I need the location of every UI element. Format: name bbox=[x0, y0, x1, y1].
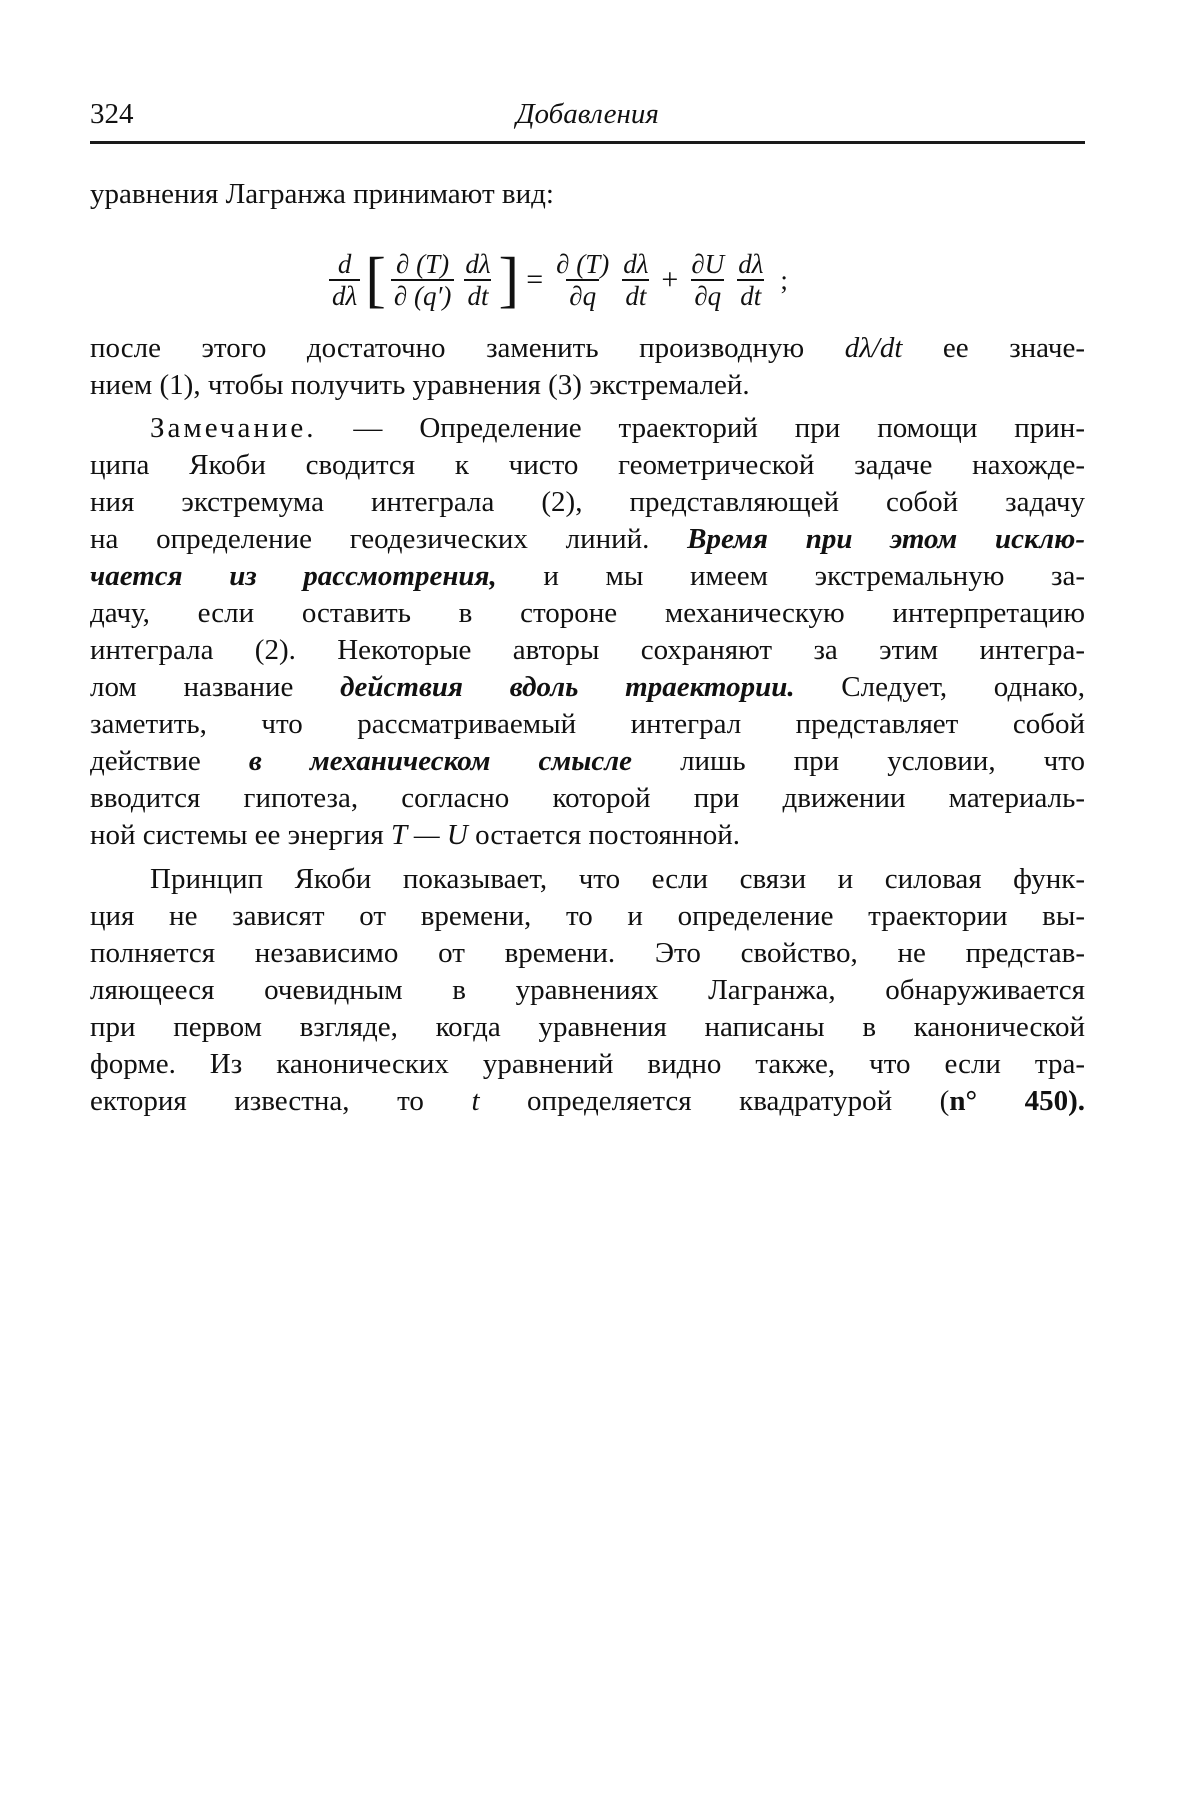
formula-fraction: $\frac{d}{d\lambda}$ bbox=[329, 249, 360, 311]
paragraph-line: дачу, если оставить в стороне механическую интерпретацию bbox=[90, 597, 1085, 629]
paragraph-line: ной системы ее энергия T — U остается постоянной. bbox=[90, 819, 740, 851]
paragraph-line: нием (1), чтобы получить уравнения (3) экстремалей. bbox=[90, 369, 750, 401]
paragraph-line: ния экстремума интеграла (2), представляющей собой задачу bbox=[90, 486, 1085, 518]
formula-fraction: $\frac{\partial (T)}{\partial q}$ bbox=[556, 249, 610, 311]
paragraph-line: интеграла (2). Некоторые авторы сохраняют за этим интегра- bbox=[90, 634, 1085, 666]
paragraph-line: форме. Из канонических уравнений видно также, что если тра- bbox=[90, 1048, 1085, 1080]
paragraph-line: ектория известна, то t определяется квадратурой (n° 450). bbox=[90, 1085, 1086, 1117]
header-rule bbox=[90, 141, 1085, 144]
page-header bbox=[90, 98, 1085, 138]
paragraph-line: чается из рассмотрения, и мы имеем экстремальную за- bbox=[90, 560, 1085, 592]
paragraph-line: Принцип Якоби показывает, что если связи и силовая функ- bbox=[150, 863, 1085, 895]
paragraph-line: полняется независимо от времени. Это свойство, не представ- bbox=[90, 937, 1085, 969]
paragraph-line: ципа Якоби сводится к чисто геометрической задаче нахожде- bbox=[90, 449, 1085, 481]
formula-fraction: $\frac{d\lambda}{dt}$ bbox=[623, 249, 649, 311]
formula-trail: ; bbox=[780, 264, 788, 295]
formula-fraction: $\frac{\partial (T)}{\partial (q')}$ bbox=[391, 249, 454, 311]
paragraph-line: вводится гипотеза, согласно которой при движении материаль- bbox=[90, 782, 1085, 814]
intro-line: уравнения Лагранжа принимают вид: bbox=[90, 178, 554, 210]
formula-fraction: $\frac{\partial U}{\partial q}$ bbox=[691, 249, 725, 311]
formula-right-bracket: ] bbox=[498, 246, 520, 314]
paragraph-line: после этого достаточно заменить производную dλ/dt ее значе- bbox=[90, 332, 1085, 364]
paragraph-line: Замечание. — Определение траекторий при помощи прин- bbox=[150, 412, 1085, 444]
paragraph-line: при первом взгляде, когда уравнения написаны в канонической bbox=[90, 1011, 1085, 1043]
paragraph-line: ляющееся очевидным в уравнениях Лагранжа, обнаруживается bbox=[90, 974, 1085, 1006]
paragraph-line: лом название действия вдоль траектории. Следует, однако, bbox=[90, 671, 1085, 703]
formula-fraction: $\frac{d\lambda}{dt}$ bbox=[465, 249, 491, 311]
page-number: 324 bbox=[90, 98, 134, 130]
paragraph-line: заметить, что рассматриваемый интеграл представляет собой bbox=[90, 708, 1085, 740]
lagrange-equation bbox=[325, 240, 788, 320]
running-title: Добавления bbox=[516, 98, 659, 130]
section-reference: n° 450 bbox=[949, 1085, 1069, 1117]
formula-equals: = bbox=[526, 263, 544, 296]
formula-plus: + bbox=[661, 263, 679, 296]
paragraph-line: ция не зависят от времени, то и определение траектории вы- bbox=[90, 900, 1085, 932]
formula-fraction: $\frac{d\lambda}{dt}$ bbox=[738, 249, 764, 311]
formula-left-bracket: [ bbox=[365, 246, 386, 314]
remark-heading: Замечание. bbox=[150, 412, 317, 444]
paragraph-line: на определение геодезических линий. Время при этом исклю- bbox=[90, 523, 1085, 555]
paragraph-line: действие в механическом смысле лишь при условии, что bbox=[90, 745, 1085, 777]
